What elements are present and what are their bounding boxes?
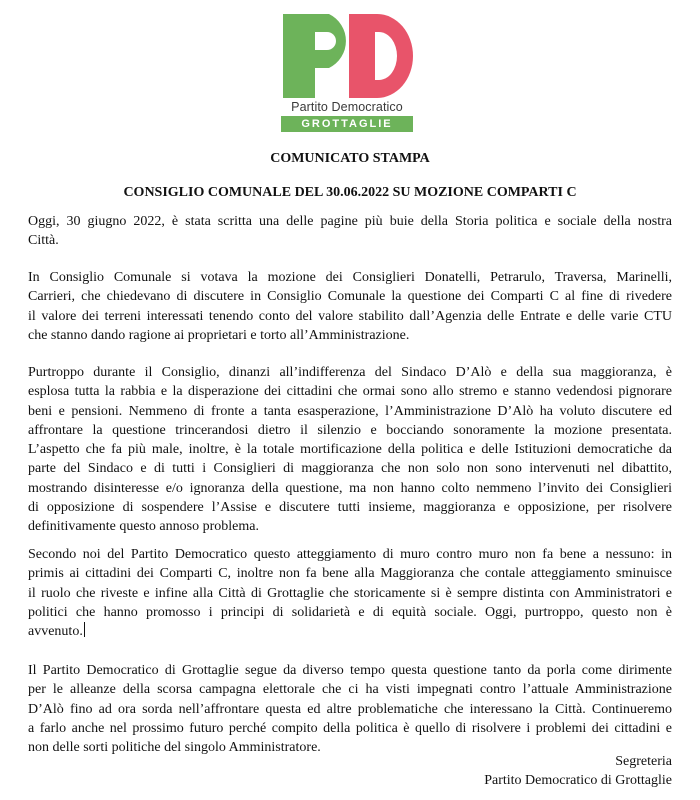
text-line: beni e pensioni. Nemmeno di fronte a tanta esasperazione, l’Amministrazione D’Alò ha voluto discutere ed (28, 403, 672, 419)
text-line: D’Alò fino ad ora sorda nell’affrontare questa ed altre problematiche che interessano la Città. Continueremo (28, 701, 672, 717)
paragraph-5 (28, 661, 672, 757)
pd-logo-icon (277, 12, 417, 100)
text-cursor (84, 622, 85, 637)
signature-block (484, 752, 672, 791)
text-line: che stanno dando ragione ai proprietari e torto all’Amministrazione. (28, 327, 410, 343)
text-line: L’aspetto che fa più male, inoltre, è la totale mortificazione della politica e delle Istituzioni democratiche da (28, 442, 672, 458)
text-line: Secondo noi del Partito Democratico questo atteggiamento di muro contro muro non fa bene a nessuno: in (28, 547, 672, 562)
text-line: di opposizione di sospendere l’Assise e discutere tutti insieme, maggioranza e opposizione, per risolvere (28, 500, 672, 516)
logo-city-banner: GROTTAGLIE (281, 116, 413, 132)
document-title: COMUNICATO STAMPA (270, 151, 430, 166)
document-subtitle: CONSIGLIO COMUNALE DEL 30.06.2022 SU MOZIONE COMPARTI C (123, 185, 577, 200)
text-line: a farlo anche nel prossimo futuro perché compito della politica è quello di risolvere i problemi dei cittadini e (28, 720, 672, 736)
text-line: mostrando disinteresse e/o ignoranza della questione, ma non hanno colto nemmeno l’invito dei Consiglieri (28, 480, 672, 496)
text-line: affrontare la questione trincerandosi dietro il silenzio e bocciando sonoramente la mozione presentata. (28, 422, 672, 438)
text-line: il ruolo che riveste e infine alla Città di Grottaglie che storicamente si è sempre distinta con Amministratori e (28, 585, 672, 601)
text-line: politici che hanno promosso i principi di solidarietà e di equità sociale. Oggi, purtroppo, questo non è (28, 604, 672, 620)
paragraph-2 (28, 268, 672, 345)
text-line-with-cursor[interactable] (28, 622, 672, 641)
text-line: In Consiglio Comunale si votava la mozione dei Consiglieri Donatelli, Petrarulo, Traversa, Marinelli, (28, 270, 672, 285)
text-line: primis ai cittadini dei Comparti C, inoltre non fa bene alla Maggioranza che contale atteggiamento sminuisce (28, 566, 672, 582)
text-line: avvenuto. (28, 624, 83, 640)
paragraph-3 (28, 363, 672, 537)
paragraph-1 (28, 212, 672, 251)
text-line: definitivamente questo annoso problema. (28, 519, 259, 535)
text-line: parte del Sindaco e di tutti i Consiglieri di maggioranza che non solo non sono intervenuti nel dibattito, (28, 461, 672, 477)
text-line: non delle sorti politiche del singolo Amministratore. (28, 740, 321, 756)
pd-grottaglie-logo (277, 12, 417, 134)
signature-organization: Partito Democratico di Grottaglie (484, 773, 672, 789)
text-line: Città. (28, 233, 59, 249)
text-line: esplosa tutta la rabbia e la disperazione dei cittadini che ormai sono allo stremo e stanno vedendosi pignorare (28, 384, 672, 400)
text-line: Il Partito Democratico di Grottaglie segue da diverso tempo questa questione tanto da porla come dirimente (28, 663, 672, 678)
paragraph-4 (28, 545, 672, 641)
text-line: Oggi, 30 giugno 2022, è stata scritta una delle pagine più buie della Storia politica e sociale della nostra (28, 214, 672, 229)
text-line: Carrieri, che chiedevano di discutere in Consiglio Comunale la questione dei Comparti C al fine di rivedere (28, 289, 672, 305)
logo-party-name: Partito Democratico (291, 100, 403, 114)
text-line: il valore dei terreni interessati tenendo conto del valore stabilito dall’Agenzia delle Entrate e delle varie CTU (28, 308, 672, 324)
signature-role: Segreteria (615, 754, 672, 769)
text-line: Purtroppo durante il Consiglio, dinanzi all’indifferenza del Sindaco D’Alò e della sua maggioranza, è (28, 365, 672, 380)
text-line: per le alleanze della scorsa campagna elettorale che ci ha visti impegnati contro l’attuale Amministrazione (28, 682, 672, 698)
